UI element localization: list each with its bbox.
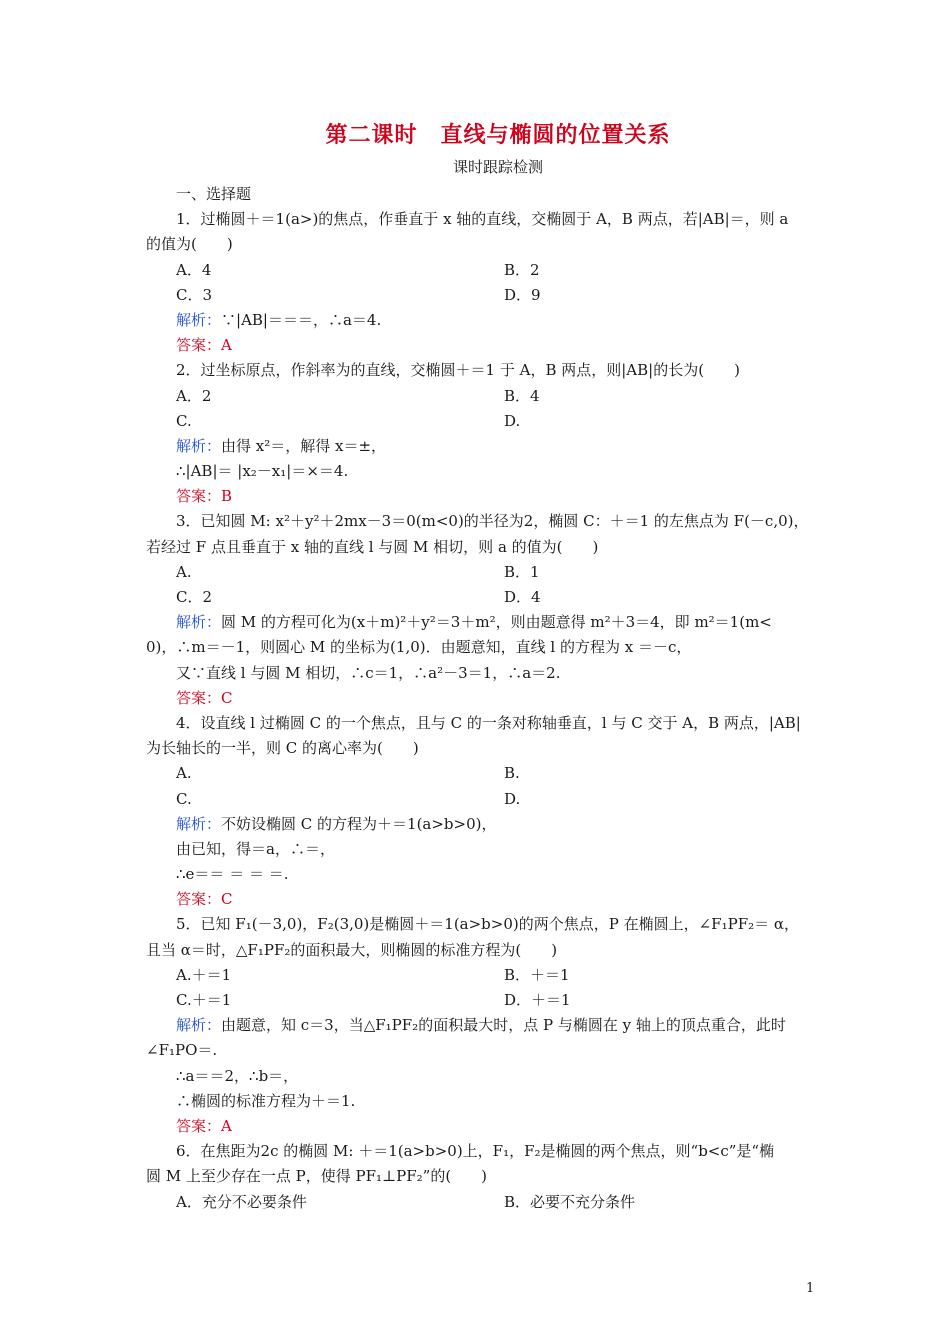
q2-options-row2 [146,409,806,434]
q5-option-b: B．＋＝1 [504,965,570,984]
q4-stem-line1: 4．设直线 l 过椭圆 C 的一个焦点，且与 C 的一条对称轴垂直，l 与 C 交于 A，B 两点，|AB| [176,713,801,732]
q3-options-row2 [146,585,806,610]
q1-analysis [146,308,806,333]
q1-analysis-text: ∵|AB|＝＝＝，∴a＝4. [221,310,382,329]
q5-stem-line1: 5．已知 F₁(－3,0)，F₂(3,0)是椭圆＋＝1(a>b>0)的两个焦点，P 在椭圆上，∠F₁PF₂＝ α， [176,915,800,934]
q5-analysis-label: 解析： [176,1016,222,1035]
q5-options-row1 [146,963,806,988]
q5-option-d: D．＋＝1 [504,991,571,1009]
q5-stem-line2: 且当 α＝时，△F₁PF₂的面积最大，则椭圆的标准方程为( ) [146,940,558,959]
q5-analysis-text: 由题意，知 c＝3，当△F₁PF₂的面积最大时，点 P 与椭圆在 y 轴上的顶点重合，此时 [221,1016,786,1035]
q4-analysis-text: 不妨设椭圆 C 的方程为＋＝1(a>b>0)， [221,814,497,833]
q3-option-b: B．1 [504,562,540,581]
q1-option-a: A．4 [176,260,212,279]
q2-options-row1 [146,384,806,409]
q5-option-c: C.＋＝1 [176,991,232,1009]
q3-options-row1 [146,560,806,585]
q4-option-d: D. [504,789,521,808]
q1-options-row2 [146,283,806,308]
q4-analysis-line2: 由已知，得＝a，∴＝， [176,839,335,858]
q4-stem-line2: 为长轴长的一半，则 C 的离心率为( ) [146,739,419,758]
q1-answer: 答案：A [176,336,232,355]
q2-option-b: B．4 [504,386,540,405]
q6-option-a: A．充分不必要条件 [176,1192,307,1211]
q3-answer: 答案：C [176,688,233,707]
q2-analysis-text: 由得 x²＝，解得 x＝±， [221,436,387,455]
q2-analysis [146,434,806,459]
q4-analysis-label: 解析： [176,814,222,833]
q1-option-b: B．2 [504,260,540,279]
q2-option-d: D. [504,411,521,430]
q1-analysis-label: 解析： [176,310,222,329]
q3-option-c: C．2 [176,588,213,606]
q5-analysis [146,1013,806,1038]
q1-options-row1 [146,258,806,283]
page-number: 1 [806,1281,815,1296]
q5-option-a: A.＋＝1 [176,965,232,984]
q3-stem-line2: 若经过 F 点且垂直于 x 轴的直线 l 与圆 M 相切，则 a 的值为( ) [146,537,599,556]
document-body [146,182,809,1215]
q2-analysis-label: 解析： [176,436,222,455]
q4-option-c: C. [176,789,192,808]
q3-analysis-line2: 0)，∴m＝－1，则圆心 M 的坐标为(1,0)．由题意知，直线 l 的方程为 x ＝－c， [146,638,692,657]
q3-analysis-text: 圆 M 的方程可化为(x＋m)²＋y²＝3＋m²，则由题意得 m²＋3＝4，即 m²＝1(m< [221,613,772,632]
q1-option-d: D．9 [504,285,541,304]
q4-analysis [146,812,806,837]
q2-analysis-line2: ∴|AB|＝ |x₂－x₁|＝×＝4. [176,462,349,481]
q6-stem-line1: 6．在焦距为2c 的椭圆 M: ＋＝1(a>b>0)上，F₁，F₂是椭圆的两个焦点，则“b<c”是“椭 [176,1142,775,1161]
q6-stem-line2: 圆 M 上至少存在一点 P，使得 PF₁⊥PF₂”的( ) [146,1167,488,1186]
q2-option-c: C. [176,411,192,430]
q4-option-a: A. [176,764,192,783]
q4-options-row1 [146,761,806,786]
q4-option-b: B. [504,764,520,783]
page-title: 第二课时 直线与椭圆的位置关系 [325,122,671,148]
q6-option-b: B．必要不充分条件 [504,1192,636,1211]
section-heading: 一、选择题 [176,185,252,203]
q5-analysis-line4: ∴椭圆的标准方程为＋＝1. [176,1091,356,1110]
q3-option-d: D．4 [504,588,541,606]
q5-options-row2 [146,988,806,1013]
page-subtitle: 课时跟踪检测 [452,158,543,176]
q6-options-row1 [146,1190,806,1215]
q3-option-a: A. [176,562,192,581]
q3-analysis-line3: 又∵直线 l 与圆 M 相切，∴c＝1，∴a²－3＝1，∴a＝2. [176,663,561,682]
q5-analysis-line3: ∴a＝＝2，∴b＝， [176,1066,299,1085]
q3-analysis [146,610,806,635]
q1-stem-line2: 的值为( ) [146,235,233,254]
q5-answer: 答案：A [176,1116,232,1135]
q1-option-c: C．3 [176,285,213,304]
q2-answer: 答案：B [176,487,233,506]
q1-stem-line1: 1．过椭圆＋＝1(a>)的焦点，作垂直于 x 轴的直线，交椭圆于 A，B 两点，若|AB|＝，则 a [176,210,789,229]
q5-analysis-line2: ∠F₁PO＝. [146,1041,218,1060]
q3-analysis-label: 解析： [176,613,222,632]
q3-stem-line1: 3．已知圆 M: x²＋y²＋2mx－3＝0(m<0)的半径为2，椭圆 C：＋＝1 的左焦点为 F(－c,0)， [176,512,809,531]
q2-stem-line1: 2．过坐标原点，作斜率为的直线，交椭圆＋＝1 于 A，B 两点，则|AB|的长为( ) [176,361,740,380]
q2-option-a: A．2 [176,386,212,405]
q4-analysis-line3: ∴e＝＝ ＝ ＝ ＝. [176,865,289,884]
q4-options-row2 [146,787,806,812]
q4-answer: 答案：C [176,890,233,909]
